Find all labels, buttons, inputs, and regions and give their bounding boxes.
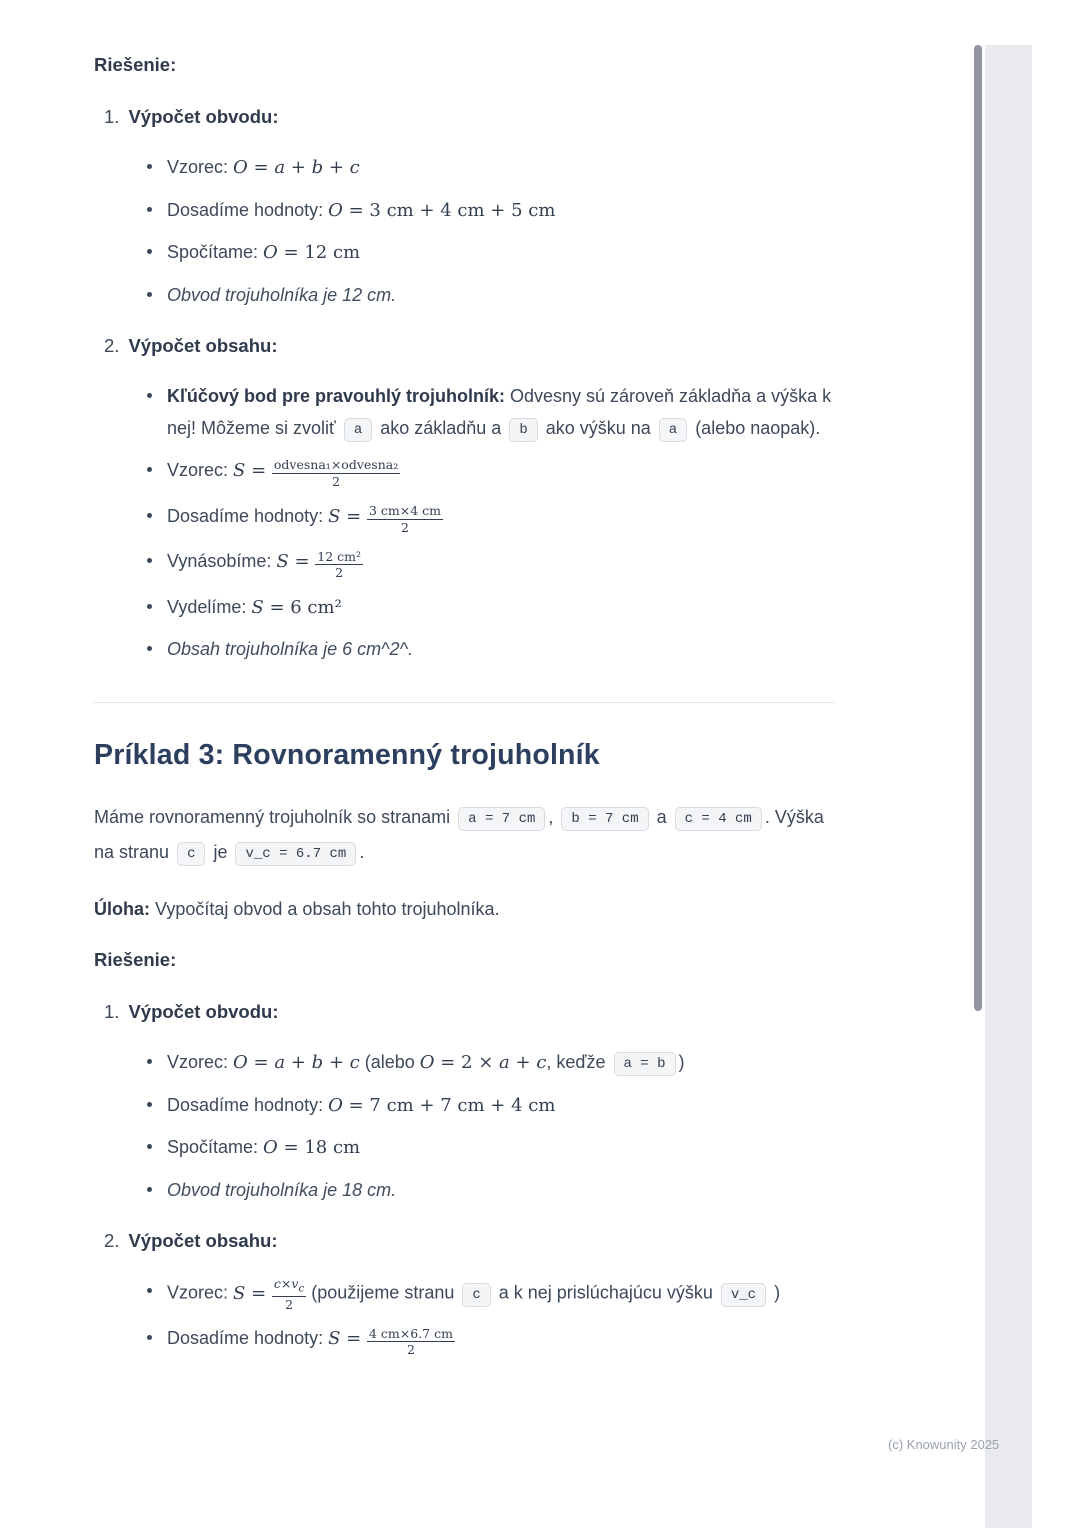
scrollbar-thumb[interactable] — [974, 45, 982, 1011]
inline-code: b = 7 cm — [561, 807, 648, 831]
bullet-list — [104, 1047, 834, 1206]
bullet-label: Spočítame: — [167, 1137, 264, 1158]
key-point-label: Kľúčový bod pre pravouhlý trojuholník: — [167, 386, 505, 406]
step-number: 2. — [104, 335, 120, 356]
bullet-label: Dosadíme hodnoty: — [167, 505, 329, 526]
inline-code: a = 7 cm — [458, 807, 545, 831]
bullet-list — [104, 1276, 834, 1358]
step-title: Výpočet obsahu: — [128, 1230, 278, 1252]
bullet-substitute — [146, 501, 834, 536]
document-content — [94, 54, 834, 1382]
bullet-label: Dosadíme hodnoty: — [167, 199, 329, 220]
bullet-substitute — [146, 1090, 834, 1122]
inline-code: a — [659, 418, 687, 442]
solution2-steps — [94, 106, 834, 666]
step-number: 2. — [104, 1230, 120, 1252]
fraction: $\frac{\text{12 cm²}}{2}$ — [317, 548, 362, 581]
step-heading — [104, 106, 834, 128]
bullet-substitute — [146, 1323, 834, 1358]
math-expression: S = $\frac{3 cm\times 4 cm}{2}$ — [328, 503, 442, 535]
math-expression: O = a + b + c — [233, 1052, 360, 1074]
inline-code: c — [462, 1283, 490, 1307]
bullet-key-point: Kľúčový bod pre pravouhlý trojuholník: Odvesny sú zároveň základňa a výška k nej! Môžeme si zvoliť a ako základňu a b ako výšku na a (alebo naopak). — [146, 381, 834, 444]
bullet-compute — [146, 1132, 834, 1164]
bullet-result — [146, 280, 834, 312]
bullet-list — [104, 381, 834, 666]
step-area — [104, 335, 834, 666]
bullet-formula — [146, 152, 834, 184]
example3-steps — [94, 1001, 834, 1358]
inline-code: c — [177, 842, 205, 866]
bullet-label: Vzorec: — [167, 157, 234, 177]
fraction: $\frac{4 cm\times 6.7 cm}{2}$ — [368, 1325, 453, 1358]
fraction: $\frac{\text{odvesna₁×odvesna₂}}{2}$ — [273, 457, 399, 489]
bullet-divide — [146, 592, 834, 624]
bullet-label: Dosadíme hodnoty: — [167, 1328, 329, 1349]
step-number: 1. — [104, 106, 120, 127]
inline-code: c = 4 cm — [675, 807, 762, 831]
step-heading — [104, 335, 834, 357]
bullet-label: Vynásobíme: — [167, 551, 277, 572]
fraction: $\frac{3 cm\times 4 cm}{2}$ — [368, 503, 442, 535]
section-divider — [94, 702, 834, 703]
bullet-label: Dosadíme hodnoty: — [167, 1094, 329, 1115]
example-heading: Príklad 3: Rovnoramenný trojuholník — [94, 738, 600, 771]
bullet-label: Vzorec: — [167, 1052, 234, 1073]
bullet-label: Spočítame: — [167, 242, 264, 262]
scrollbar-track[interactable] — [985, 45, 1032, 1528]
bullet-formula: Vzorec: S = $\frac{c\times v_c}{2}$ (použijeme stranu c a k nej prislúchajúcu výšku v_c ) — [146, 1276, 834, 1312]
task-label: Úloha: — [94, 899, 150, 920]
fraction: $\frac{c\times v_c}{2}$ — [273, 1276, 305, 1312]
bullet-label: Vzorec: — [167, 460, 234, 480]
inline-code: v_c — [721, 1283, 766, 1307]
math-expression: O = 2 × a + c — [419, 1052, 547, 1074]
step-title: Výpočet obsahu: — [128, 335, 278, 356]
math-expression: O = 12 cm — [263, 242, 361, 263]
math-expression: O = a + b + c — [233, 157, 360, 178]
step-heading — [104, 1001, 834, 1023]
bullet-label: Vydelíme: — [167, 596, 252, 617]
solution-heading: Riešenie: — [94, 54, 177, 75]
bullet-result — [146, 1175, 834, 1207]
step-title: Výpočet obvodu: — [128, 106, 279, 127]
intro-paragraph: Máme rovnoramenný trojuholník so stranami a = 7 cm , b = 7 cm a c = 4 cm . Výška na stranu c je v_c = 6.7 cm . — [94, 800, 834, 870]
math-expression: S = $\frac{\text{odvesna₁×odvesna₂}}{2}$ — [233, 457, 399, 489]
math-expression: S = $\frac{\text{12 cm²}}{2}$ — [276, 548, 362, 581]
inline-code: v_c = 6.7 cm — [235, 842, 356, 866]
result-text: Obvod trojuholníka je 12 cm. — [167, 284, 397, 305]
inline-code: a = b — [614, 1052, 676, 1076]
bullet-substitute — [146, 195, 834, 227]
bullet-label: Vzorec: — [167, 1282, 234, 1303]
bullet-compute — [146, 237, 834, 269]
task-paragraph: Úloha: Vypočítaj obvod a obsah tohto trojuholníka. — [94, 899, 500, 920]
inline-code: a — [344, 418, 372, 442]
math-expression: S = $\frac{4 cm\times 6.7 cm}{2}$ — [328, 1325, 453, 1358]
math-expression: S = 6 cm² — [251, 596, 342, 618]
result-text: Obvod trojuholníka je 18 cm. — [167, 1179, 397, 1200]
bullet-multiply — [146, 546, 834, 581]
step-perimeter — [104, 1001, 834, 1206]
step-perimeter — [104, 106, 834, 311]
math-expression: O = 18 cm — [263, 1137, 361, 1159]
watermark: (c) Knowunity 2025 — [888, 1437, 1000, 1452]
inline-code: b — [509, 418, 537, 442]
bullet-result — [146, 634, 834, 666]
bullet-list — [104, 152, 834, 311]
step-number: 1. — [104, 1001, 120, 1023]
bullet-formula — [146, 455, 834, 490]
step-title: Výpočet obvodu: — [128, 1001, 279, 1023]
math-expression: O = 3 cm + 4 cm + 5 cm — [328, 199, 556, 221]
math-expression: O = 7 cm + 7 cm + 4 cm — [328, 1094, 556, 1116]
math-expression: S = $\frac{c\times v_c}{2}$ — [233, 1276, 305, 1312]
step-area — [104, 1230, 834, 1358]
result-text: Obsah trojuholníka je 6 cm^2^. — [167, 639, 414, 660]
step-heading — [104, 1230, 834, 1252]
bullet-formula: Vzorec: O = a + b + c (alebo O = 2 × a + c, keďže a = b ) — [146, 1047, 834, 1079]
solution-heading: Riešenie: — [94, 949, 177, 971]
